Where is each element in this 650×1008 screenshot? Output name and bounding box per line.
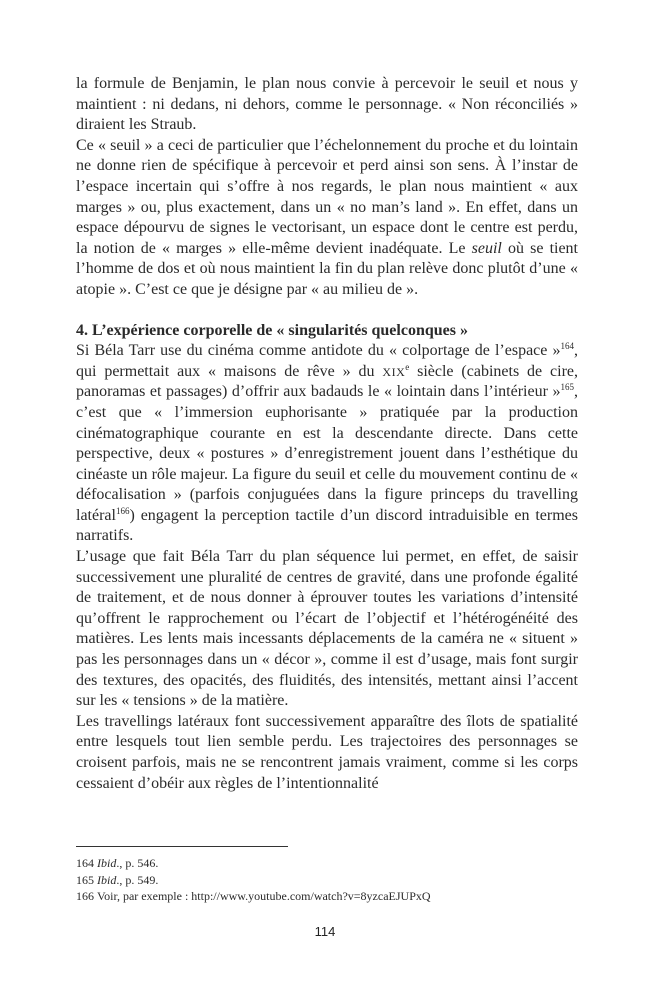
section-heading: 4. L’expérience corporelle de « singularités quelconques »: [76, 321, 468, 339]
footnote-number: 166: [76, 889, 94, 904]
footnote-ref[interactable]: 165: [560, 382, 574, 393]
footnote-emphasis: Ibid: [97, 856, 117, 870]
footnote-text[interactable]: Voir, par exemple : http://www.youtube.com/watch?v=8yzcaEJUPxQ: [97, 889, 431, 904]
footnote-number: 164: [76, 856, 94, 870]
footnote-emphasis: Ibid: [97, 872, 117, 887]
footnotes: [76, 855, 578, 905]
text-run: siècle (cabinets de cire, panoramas et passages) d’offrir aux badauds le « lointain dans l’intérieur »: [76, 362, 579, 401]
text-run: , qui permettait aux « maisons de rêve » du: [76, 342, 578, 380]
footnote-number: 165: [76, 872, 94, 887]
emphasis: seuil: [471, 239, 502, 257]
footnote-ref[interactable]: 166: [115, 505, 130, 516]
paragraph: Les travellings latéraux font successivement apparaître des îlots de spatialité entre lesquels tout lien semble perdu. Les trajectoires des personnages se croisent parfois, mais ne se rencontrent jamais vraiment, comme si les corps cessaient d’obéir aux règles de l’intentionnalité: [76, 712, 578, 792]
footnote-text: ., p. 549.: [116, 872, 159, 887]
footnote: [76, 855, 578, 872]
footnote-ref[interactable]: 164: [560, 341, 574, 352]
paragraph: L’usage que fait Béla Tarr du plan séquence lui permet, en effet, de saisir successivement une pluralité de centres de gravité, dans une profonde égalité de traitement, et de nous donner à éprouver toutes les variations d’intensité qu’offrent le rapprochement ou l’écart de l’objectif et l’hétérogénéité des matières. Les lents mais incessants déplacements de la caméra ne « situent » pas les personnages dans un « décor », comme il est d’usage, mais font surgir des textures, des opacités, des fluidités, des intensités, mettant ainsi l’accent sur les « tensions » de la matière.: [76, 548, 578, 710]
footnote-text: ., p. 546.: [116, 856, 159, 870]
page-number: 114: [314, 924, 336, 939]
footnote: [76, 872, 578, 889]
paragraph: [76, 136, 578, 301]
century-numeral: XIX: [382, 364, 406, 379]
footnote-separator: [76, 846, 288, 847]
page-body: [76, 74, 578, 794]
text-run: Si Béla Tarr use du cinéma comme antidote du « colportage de l’espace »: [76, 342, 561, 360]
footnote: [76, 888, 578, 905]
paragraph: la formule de Benjamin, le plan nous convie à percevoir le seuil et nous y maintient : ni dedans, ni dehors, comme le personnage. « Non réconciliés » diraient les Straub.: [76, 75, 578, 134]
paragraph: [76, 341, 578, 547]
text-run: , c’est que « l’immersion euphorisante » pratiquée par la production cinématographique courante en est la descendante directe. Dans cette perspective, deux « postures » d’enregistrement jouent dans l’esthétique du cinéaste un rôle majeur. La figure du seuil et celle du mouvement continu de « défocalisation » (parfois conjuguées dans la figure princeps du travelling latéral: [76, 383, 578, 524]
text-run: où se tient l’homme de dos et où nous maintient la fin du plan relève donc plutôt d’une « atopie ». C’est ce que je désigne par « au milieu de ».: [76, 239, 579, 298]
century-suffix: e: [405, 361, 410, 372]
text-run: Ce « seuil » a ceci de particulier que l’échelonnement du proche et du lointain ne donne rien de spécifique à percevoir et perd ainsi son sens. À l’instar de l’espace incertain qui s’offre à nos regards, le plan nous maintient « aux marges » ou, plus exactement, dans un « no man’s land ». En effet, dans un espace dépourvu de signes le vectorisant, un espace dont le centre est perdu, la notion de « marges » elle-même devient inadéquate. Le: [76, 136, 578, 257]
text-run: ) engagent la perception tactile d’un discord intraduisible en termes narratifs.: [76, 506, 578, 545]
